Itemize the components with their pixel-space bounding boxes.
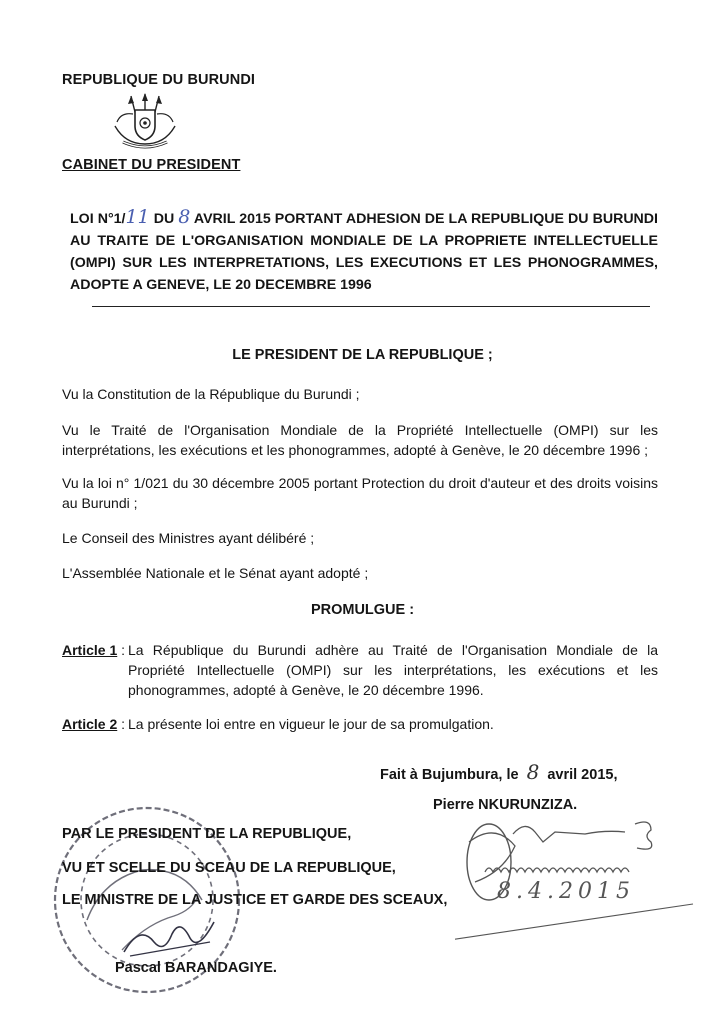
preamble-item: Vu le Traité de l'Organisation Mondiale de la Propriété Intellectuelle (OMPI) sur les interprétations, les exécutions et les phonogrammes, adopté à Genève, le 20 décembre 1996 ; xyxy=(62,422,658,458)
promulgue-heading: PROMULGUE : xyxy=(310,602,415,618)
law-title-rest: AVRIL 2015 PORTANT ADHESION DE LA REPUBLIQUE DU BURUNDI AU TRAITE DE L'ORGANISATION MONDIALE DE LA PROPRIETE INTELLECTUELLE (OMPI) SUR LES INTERPRETATIONS, LES EXECUTIONS ET LES PHONOGRAMMES, ADOPTE A GENEVE, LE 20 DECEMBRE 1996 xyxy=(70,211,658,293)
minister-line: LE MINISTRE DE LA JUSTICE ET GARDE DES SCEAUX, xyxy=(62,892,448,908)
svg-text:8.4.2015: 8.4.2015 xyxy=(497,879,635,904)
law-title-du: DU xyxy=(153,211,175,227)
country-heading: REPUBLIQUE DU BURUNDI xyxy=(62,72,256,88)
preamble-item: Le Conseil des Ministres ayant délibéré ; xyxy=(62,530,315,546)
fait-prefix: Fait à Bujumbura, le xyxy=(380,767,519,783)
article-text: La présente loi entre en vigueur le jour de sa promulgation. xyxy=(128,716,494,732)
preamble-heading: LE PRESIDENT DE LA REPUBLIQUE ; xyxy=(232,347,493,363)
article-label: Article 1 xyxy=(62,642,118,658)
coat-of-arms-emblem xyxy=(103,92,187,154)
preamble-item: Vu la loi n° 1/021 du 30 décembre 2005 portant Protection du droit d'auteur et des droits voisins au Burundi ; xyxy=(62,475,658,511)
law-title-prefix: LOI N°1/ xyxy=(70,211,126,227)
president-name: Pierre NKURUNZIZA. xyxy=(433,797,578,813)
preamble-item: Vu la Constitution de la République du Burundi ; xyxy=(62,386,360,402)
law-day-handwritten: 8 xyxy=(178,206,191,228)
article-separator: : xyxy=(117,716,126,732)
article-separator: : xyxy=(117,642,126,658)
article-label: Article 2 xyxy=(62,716,118,732)
law-number-handwritten: 11 xyxy=(125,206,150,228)
minister-line: PAR LE PRESIDENT DE LA REPUBLIQUE, xyxy=(62,826,352,842)
minister-line: VU ET SCELLE DU SCEAU DE LA REPUBLIQUE, xyxy=(62,860,396,876)
minister-name: Pascal BARANDAGIYE. xyxy=(115,960,277,976)
preamble-item: L'Assemblée Nationale et le Sénat ayant adopté ; xyxy=(62,565,369,581)
law-title xyxy=(70,206,658,296)
minister-signature xyxy=(120,912,220,962)
article-2 xyxy=(62,714,658,734)
cabinet-heading: CABINET DU PRESIDENT xyxy=(62,157,241,173)
president-signature xyxy=(455,812,695,962)
article-1 xyxy=(62,640,658,700)
title-divider xyxy=(92,306,650,307)
place-date-line xyxy=(380,760,617,784)
fait-suffix: avril 2015, xyxy=(547,767,618,783)
fait-day-handwritten: 8 xyxy=(526,760,540,784)
article-text: La République du Burundi adhère au Traité de l'Organisation Mondiale de la Propriété Intellectuelle (OMPI) sur les interprétations, les exécutions et les phonogrammes, adopté à Genève, le 20 décembre 1996. xyxy=(128,642,658,698)
